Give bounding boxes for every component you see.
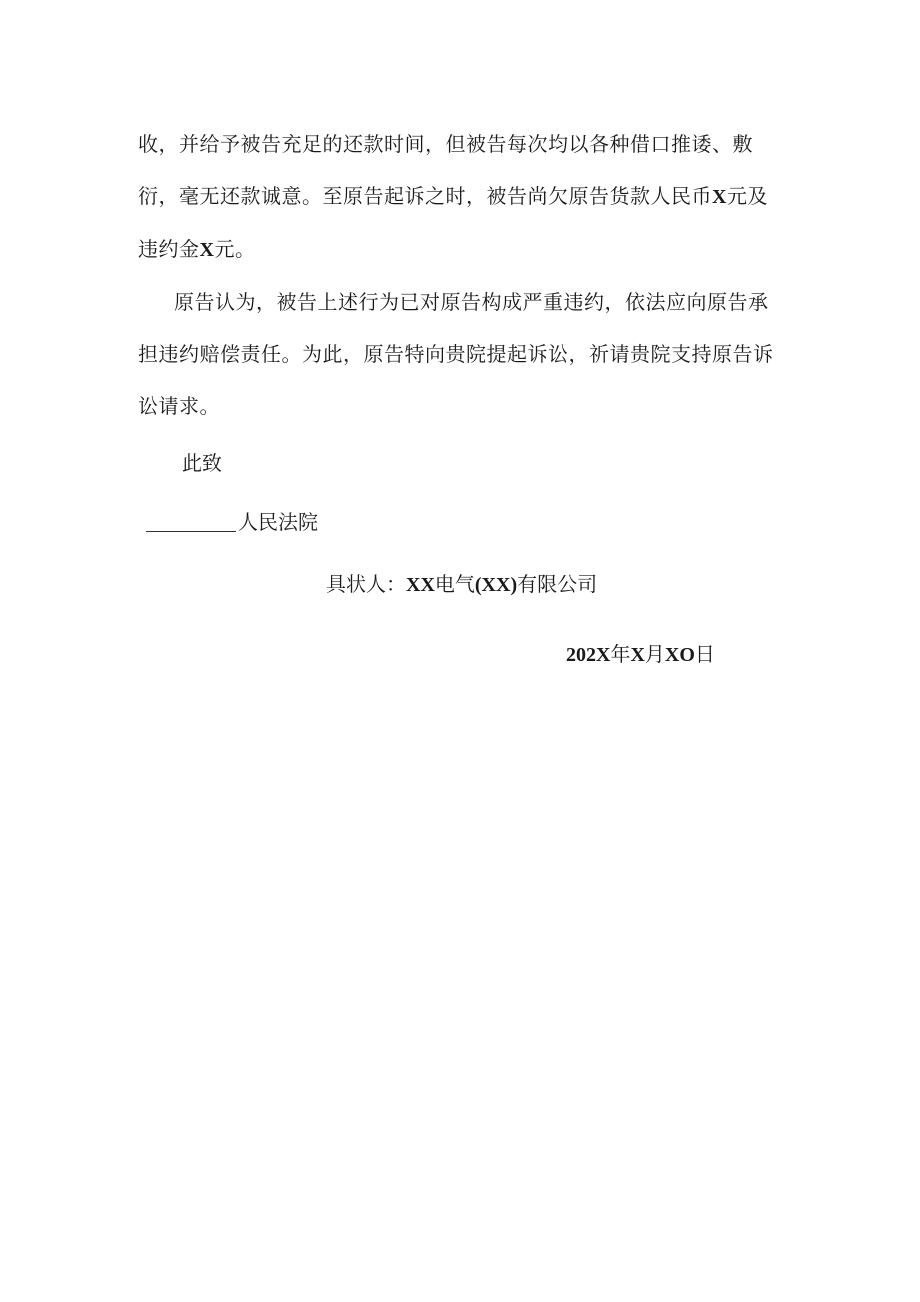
court-suffix: 人民法院	[238, 510, 318, 534]
court-addressee	[146, 508, 318, 536]
date-year: 202X	[566, 644, 611, 666]
date-month-char: 月	[644, 642, 665, 666]
paragraph-claim: 原告认为，被告上述行为已对原告构成严重违约，依法应向原告承担违约赔偿责任。为此，原告特向贵院提起诉讼，祈请贵院支持原告诉讼请求。	[138, 290, 774, 418]
paragraph-debt-statement	[138, 118, 782, 276]
signature-label: 具状人：	[326, 572, 406, 596]
paragraph1-text-a: 收，并给予被告充足的还款时间，但被告每次均以各种借口推诿、敷衍，毫无还款诚意。至原告起诉之时，被告尚欠原告货款人民币	[138, 132, 753, 208]
company-name-part2: 电气	[434, 572, 475, 596]
filing-date	[566, 640, 715, 669]
company-name-part4: 有限公司	[517, 572, 598, 596]
date-year-char: 年	[610, 642, 631, 666]
company-name-part1: XX	[406, 574, 435, 596]
penalty-amount: X	[199, 239, 215, 261]
date-month: X	[630, 644, 645, 666]
court-name-blank	[146, 511, 236, 532]
company-name-part3: (XX)	[474, 574, 518, 596]
date-day-char: 日	[694, 642, 715, 666]
salutation: 此致	[182, 451, 222, 475]
plaintiff-signature	[326, 570, 597, 599]
date-day: XO	[664, 644, 695, 666]
paragraph1-text-c: 元。	[214, 237, 256, 261]
principal-amount: X	[712, 186, 727, 208]
paragraph1-text-b: 元及违约金	[138, 184, 768, 261]
